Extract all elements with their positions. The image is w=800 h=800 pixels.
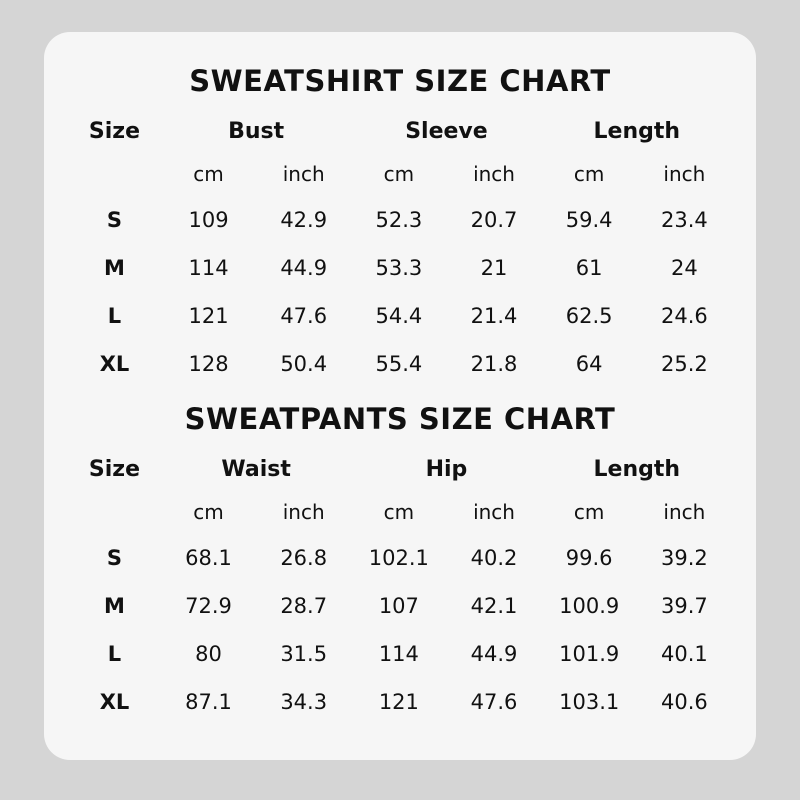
sweatpants-row-xl-size: XL — [99, 690, 130, 714]
sweatshirt-group-length: Length — [593, 118, 681, 144]
sweatpants-row-m-waist-inch: 28.7 — [280, 594, 328, 618]
sweatpants-unit-waist-inch: inch — [282, 500, 325, 524]
sweatpants-row-m-size: M — [104, 594, 125, 618]
sweatpants-row-xl-hip-inch: 47.6 — [470, 690, 518, 714]
sweatshirt-unit-bust-cm: cm — [193, 162, 224, 186]
sweatpants-row-l-waist-cm: 80 — [195, 642, 222, 666]
sweatpants-row-xl-hip-cm: 121 — [378, 690, 419, 714]
sweatpants-row-xl-length-cm: 103.1 — [559, 690, 620, 714]
sweatshirt-row-s-bust-inch: 42.9 — [280, 208, 328, 232]
sweatpants-unit-blank — [68, 490, 161, 534]
sweatpants-row-m-waist-cm: 72.9 — [185, 594, 232, 618]
sweatpants-row-m-hip-inch: 42.1 — [470, 594, 518, 618]
sweatpants-row-xl-length-inch: 40.6 — [660, 690, 708, 714]
sweatpants-unit-length-cm: cm — [573, 500, 605, 524]
sweatpants-unit-hip-cm: cm — [383, 500, 415, 524]
sweatshirt-unit-sleeve-inch: inch — [473, 162, 515, 186]
sweatpants-unit-header-row — [68, 490, 732, 534]
sweatshirt-unit-header-row — [68, 152, 732, 196]
sweatpants-row-s-hip-cm: 102.1 — [368, 546, 429, 570]
sweatpants-unit-waist-cm: cm — [193, 500, 224, 524]
sweatshirt-row-l-sleeve-inch: 21.4 — [470, 304, 518, 328]
table-row — [68, 630, 732, 678]
sweatshirt-row-m-bust-cm: 114 — [188, 256, 229, 280]
table-row — [68, 340, 732, 388]
sweatshirt-row-xl-bust-inch: 50.4 — [280, 352, 328, 376]
sweatpants-row-s-waist-cm: 68.1 — [185, 546, 232, 570]
sweatshirt-unit-sleeve-cm: cm — [383, 162, 415, 186]
sweatshirt-group-header-row — [68, 110, 732, 152]
sweatshirt-row-xl-sleeve-inch: 21.8 — [470, 352, 518, 376]
sweatpants-group-waist: Waist — [221, 456, 291, 482]
sweatpants-row-s-waist-inch: 26.8 — [280, 546, 328, 570]
sweatshirt-group-bust: Bust — [228, 118, 285, 144]
sweatshirt-row-s-bust-cm: 109 — [188, 208, 229, 232]
sweatpants-row-l-size: L — [107, 642, 122, 666]
sweatshirt-row-l-length-inch: 24.6 — [660, 304, 708, 328]
sweatshirt-unit-blank — [68, 152, 161, 196]
sweatpants-row-s-length-cm: 99.6 — [565, 546, 613, 570]
sweatpants-row-xl-waist-inch: 34.3 — [280, 690, 328, 714]
size-chart-card — [44, 32, 756, 760]
sweatshirt-row-m-bust-inch: 44.9 — [280, 256, 328, 280]
sweatshirt-row-l-bust-cm: 121 — [188, 304, 229, 328]
sweatshirt-size-header: Size — [88, 118, 141, 144]
sweatshirt-unit-length-cm: cm — [573, 162, 605, 186]
sweatshirt-row-xl-length-inch: 25.2 — [660, 352, 708, 376]
sweatpants-row-l-hip-cm: 114 — [378, 642, 419, 666]
sweatshirt-row-m-sleeve-cm: 53.3 — [375, 256, 423, 280]
sweatpants-row-l-hip-inch: 44.9 — [470, 642, 518, 666]
table-row — [68, 534, 732, 582]
sweatshirt-row-m-size: M — [104, 256, 125, 280]
sweatpants-group-hip: Hip — [425, 456, 468, 482]
sweatpants-row-l-length-cm: 101.9 — [559, 642, 620, 666]
sweatshirt-unit-bust-inch: inch — [282, 162, 325, 186]
table-row — [68, 196, 732, 244]
sweatshirt-unit-length-inch: inch — [663, 162, 706, 186]
sweatpants-row-m-hip-cm: 107 — [378, 594, 419, 618]
sweatpants-row-m-length-cm: 100.9 — [559, 594, 620, 618]
sweatshirt-chart-title: SWEATSHIRT SIZE CHART — [189, 64, 611, 98]
sweatpants-row-l-length-inch: 40.1 — [660, 642, 708, 666]
sweatshirt-row-xl-size: XL — [99, 352, 130, 376]
table-row — [68, 582, 732, 630]
sweatpants-unit-length-inch: inch — [663, 500, 706, 524]
sweatpants-row-m-length-inch: 39.7 — [660, 594, 708, 618]
sweatshirt-row-l-bust-inch: 47.6 — [280, 304, 328, 328]
sweatpants-row-l-waist-inch: 31.5 — [280, 642, 328, 666]
sweatshirt-row-xl-bust-cm: 128 — [188, 352, 229, 376]
sweatshirt-size-table — [68, 110, 732, 388]
sweatshirt-row-l-length-cm: 62.5 — [565, 304, 613, 328]
sweatpants-chart-title: SWEATPANTS SIZE CHART — [184, 402, 616, 436]
sweatshirt-row-m-length-inch: 24 — [671, 256, 698, 280]
sweatshirt-row-xl-length-cm: 64 — [575, 352, 603, 376]
sweatshirt-row-s-length-inch: 23.4 — [660, 208, 708, 232]
sweatpants-group-header-row — [68, 448, 732, 490]
sweatshirt-row-m-sleeve-inch: 21 — [480, 256, 508, 280]
sweatshirt-row-m-length-cm: 61 — [575, 256, 603, 280]
table-row — [68, 292, 732, 340]
table-row — [68, 678, 732, 726]
sweatshirt-row-l-sleeve-cm: 54.4 — [375, 304, 423, 328]
sweatpants-row-xl-waist-cm: 87.1 — [185, 690, 232, 714]
sweatpants-size-table — [68, 448, 732, 726]
sweatpants-row-s-size: S — [106, 546, 123, 570]
table-row — [68, 244, 732, 292]
sweatshirt-row-s-size: S — [106, 208, 123, 232]
sweatshirt-row-l-size: L — [107, 304, 122, 328]
sweatpants-unit-hip-inch: inch — [473, 500, 515, 524]
sweatshirt-row-s-sleeve-inch: 20.7 — [470, 208, 518, 232]
sweatshirt-row-s-length-cm: 59.4 — [565, 208, 613, 232]
sweatpants-group-length: Length — [593, 456, 681, 482]
sweatpants-row-s-hip-inch: 40.2 — [470, 546, 518, 570]
sweatshirt-row-s-sleeve-cm: 52.3 — [375, 208, 423, 232]
sweatshirt-group-sleeve: Sleeve — [405, 118, 488, 144]
sweatshirt-row-xl-sleeve-cm: 55.4 — [375, 352, 423, 376]
sweatpants-row-s-length-inch: 39.2 — [660, 546, 708, 570]
sweatpants-size-header: Size — [88, 456, 141, 482]
